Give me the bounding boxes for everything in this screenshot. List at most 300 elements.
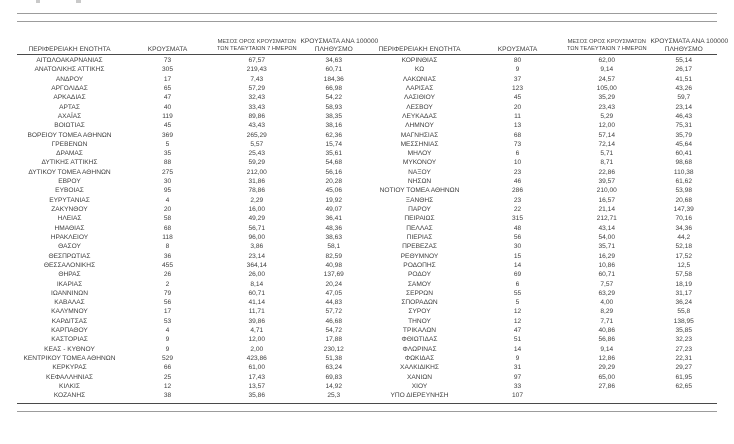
avg7-cell: 9,14 xyxy=(600,66,614,74)
col-header-cases: ΚΡΟΥΣΜΑΤΑ xyxy=(497,45,538,53)
table-row xyxy=(367,252,717,261)
region-name-cell: ΑΝΑΤΟΛΙΚΗΣ ΑΤΤΙΚΗΣ xyxy=(34,66,105,74)
avg7-cell: 35,86 xyxy=(248,392,265,400)
cases-cell: 80 xyxy=(513,57,522,64)
region-name-cell: ΜΗΛΟΥ xyxy=(407,150,432,158)
region-name-cell: ΦΘΙΩΤΙΔΑΣ xyxy=(401,336,438,344)
cases-cell: 286 xyxy=(511,187,523,195)
per100k-cell: 35,85 xyxy=(675,327,692,335)
avg7-cell: 5,71 xyxy=(600,150,614,158)
region-name-cell: ΧΑΝΙΩΝ xyxy=(406,373,433,381)
per100k-cell: 54,72 xyxy=(325,327,342,335)
table-row xyxy=(17,140,367,149)
per100k-cell: 34,36 xyxy=(675,224,692,232)
table-row xyxy=(17,317,367,326)
table-row xyxy=(17,307,367,316)
avg7-cell: 59,29 xyxy=(248,159,265,167)
per100k-cell: 230,12 xyxy=(323,345,344,353)
cases-cell: 22 xyxy=(513,206,522,213)
avg7-cell: 62,00 xyxy=(598,57,615,64)
cases-cell: 9 xyxy=(165,336,170,344)
per100k-cell: 19,92 xyxy=(325,196,342,204)
cases-cell: 68 xyxy=(163,224,172,232)
regional-table-right xyxy=(367,30,729,401)
region-name-cell: ΛΑΡΙΣΑΣ xyxy=(405,84,434,92)
cases-cell: 315 xyxy=(511,215,523,223)
region-name-cell: ΜΥΚΟΝΟΥ xyxy=(402,159,437,167)
cases-cell: 51 xyxy=(513,336,522,344)
table-row xyxy=(17,121,367,130)
cases-cell: 66 xyxy=(163,364,172,372)
col-header-avg7-line2: ΤΩΝ ΤΕΛΕΥΤΑΙΩΝ 7 ΗΜΕΡΩΝ xyxy=(216,46,297,53)
per100k-cell: 58,1 xyxy=(327,243,341,251)
avg7-cell: 39,86 xyxy=(248,317,265,325)
avg7-cell: 7,43 xyxy=(250,75,264,83)
avg7-cell: 23,14 xyxy=(248,252,265,260)
per100k-cell: 38,63 xyxy=(325,233,342,241)
cases-cell: 30 xyxy=(163,178,172,186)
per100k-cell: 45,64 xyxy=(675,140,692,148)
avg7-cell: 49,29 xyxy=(248,215,265,223)
region-name-cell: ΚΑΒΑΛΑΣ xyxy=(54,299,85,307)
region-name-cell: ΚΑΡΠΑΘΟΥ xyxy=(51,327,88,335)
avg7-cell: 43,43 xyxy=(248,122,265,130)
region-name-cell: ΘΗΡΑΣ xyxy=(58,271,81,279)
table-row xyxy=(17,233,367,242)
avg7-cell: 33,43 xyxy=(248,103,265,111)
avg7-cell: 43,14 xyxy=(598,224,615,232)
table-row xyxy=(17,354,367,363)
cases-cell: 6 xyxy=(515,280,520,288)
per100k-cell: 53,98 xyxy=(675,187,692,195)
region-name-cell: ΓΡΕΒΕΝΩΝ xyxy=(51,140,88,148)
table-row xyxy=(17,345,367,354)
per100k-cell: 58,93 xyxy=(325,103,342,111)
per100k-cell: 138,95 xyxy=(673,317,694,325)
table-row xyxy=(367,158,717,167)
per100k-cell: 54,22 xyxy=(325,94,342,102)
avg7-cell: 32,43 xyxy=(248,94,265,102)
table-row xyxy=(367,121,717,130)
col-header-region: ΠΕΡΙΦΕΡΕΙΑΚΗ ΕΝΟΤΗΤΑ xyxy=(28,45,111,53)
table-row xyxy=(17,84,367,93)
table-row xyxy=(367,363,717,372)
avg7-cell: 67,57 xyxy=(248,57,265,64)
per100k-cell: 56,16 xyxy=(325,168,342,176)
region-name-cell: ΛΑΚΩΝΙΑΣ xyxy=(402,75,437,83)
cases-cell: 73 xyxy=(513,140,522,148)
table-row xyxy=(367,382,717,391)
cases-cell: 12 xyxy=(163,382,172,390)
col-header-per100k xyxy=(300,30,379,56)
table-row xyxy=(17,298,367,307)
region-name-cell: ΛΕΥΚΑΔΑΣ xyxy=(402,112,437,120)
col-header-avg7-line1: ΜΕΣΟΣ ΟΡΟΣ ΚΡΟΥΣΜΑΤΩΝ xyxy=(567,38,646,45)
col-header-per100k-line1: ΚΡΟΥΣΜΑΤΑ ΑΝΑ 100000 xyxy=(650,38,729,46)
per100k-cell: 17,88 xyxy=(325,336,342,344)
header-underline xyxy=(17,54,717,55)
region-name-cell: ΘΕΣΣΑΛΟΝΙΚΗΣ xyxy=(43,261,96,269)
per100k-cell: 35,79 xyxy=(675,131,692,139)
region-name-cell: ΕΒΡΟΥ xyxy=(58,178,81,186)
cases-cell: 37 xyxy=(513,75,522,83)
table-row xyxy=(367,214,717,223)
region-name-cell: ΕΥΡΥΤΑΝΙΑΣ xyxy=(49,196,90,204)
cases-cell: 45 xyxy=(513,94,522,102)
region-name-cell: ΦΩΚΙΔΑΣ xyxy=(404,355,435,362)
avg7-cell: 22,86 xyxy=(598,168,615,176)
col-header-per100k-line1: ΚΡΟΥΣΜΑΤΑ ΑΝΑ 100000 xyxy=(300,38,379,46)
region-name-cell: ΒΟΙΩΤΙΑΣ xyxy=(54,122,85,130)
avg7-cell: 105,00 xyxy=(596,84,617,92)
table-row xyxy=(17,261,367,270)
table-row xyxy=(17,224,367,233)
table-row xyxy=(17,65,367,74)
avg7-cell: 3,86 xyxy=(250,243,264,251)
region-name-cell: ΜΕΣΣΗΝΙΑΣ xyxy=(400,140,439,148)
table-row xyxy=(17,363,367,372)
per100k-cell: 52,18 xyxy=(675,243,692,251)
avg7-cell: 23,43 xyxy=(598,103,615,111)
per100k-cell: 69,83 xyxy=(325,373,342,381)
table-row xyxy=(367,112,717,121)
region-name-cell: ΣΑΜΟΥ xyxy=(407,280,432,288)
cases-cell: 119 xyxy=(162,112,173,120)
avg7-cell: 54,00 xyxy=(598,233,615,241)
avg7-cell: 364,14 xyxy=(246,261,267,269)
cases-cell: 10 xyxy=(513,159,522,167)
avg7-cell: 60,71 xyxy=(598,271,615,279)
region-name-cell: ΛΗΜΝΟΥ xyxy=(405,122,434,130)
per100k-cell: 55,14 xyxy=(675,57,692,64)
table-row xyxy=(367,75,717,84)
cases-cell: 33 xyxy=(513,382,522,390)
avg7-cell: 12,86 xyxy=(598,355,615,362)
cases-cell: 9 xyxy=(515,355,520,362)
table-row xyxy=(367,317,717,326)
cases-cell: 79 xyxy=(163,289,172,297)
per100k-cell: 20,24 xyxy=(325,280,342,288)
table-row xyxy=(367,373,717,382)
table-row xyxy=(367,196,717,205)
region-name-cell: ΤΡΙΚΑΛΩΝ xyxy=(402,327,437,335)
cropped-text-remnant xyxy=(36,0,40,3)
per100k-cell: 12,5 xyxy=(677,261,691,269)
cases-cell: 17 xyxy=(163,75,172,83)
avg7-cell: 12,00 xyxy=(598,122,615,130)
table-row xyxy=(367,131,717,140)
cases-cell: 73 xyxy=(163,57,172,64)
cases-cell: 11 xyxy=(514,112,521,120)
avg7-cell: 8,29 xyxy=(600,308,614,316)
avg7-cell: 16,00 xyxy=(248,206,265,213)
table-row xyxy=(17,205,367,214)
table-row xyxy=(367,289,717,298)
cases-cell: 13 xyxy=(513,122,522,130)
cases-cell: 275 xyxy=(161,168,173,176)
avg7-cell: 4,00 xyxy=(600,299,614,307)
region-name-cell: ΛΕΣΒΟΥ xyxy=(406,103,433,111)
col-header-avg7 xyxy=(213,30,301,56)
table-row xyxy=(367,354,717,363)
table-row xyxy=(17,75,367,84)
cases-cell: 56 xyxy=(163,299,172,307)
avg7-cell: 5,57 xyxy=(250,140,264,148)
per100k-cell: 40,98 xyxy=(325,261,342,269)
avg7-cell: 24,57 xyxy=(598,75,615,83)
per100k-cell: 82,59 xyxy=(325,252,342,260)
avg7-cell: 41,14 xyxy=(248,299,265,307)
table-row xyxy=(17,289,367,298)
table-row xyxy=(17,131,367,140)
region-name-cell: ΡΟΔΟΥ xyxy=(408,271,431,279)
per100k-cell: 45,06 xyxy=(325,187,342,195)
cases-cell: 25 xyxy=(163,373,172,381)
region-name-cell: ΑΝΔΡΟΥ xyxy=(55,75,84,83)
avg7-cell: 219,43 xyxy=(246,66,267,74)
table-row xyxy=(17,158,367,167)
per100k-cell: 47,05 xyxy=(325,289,342,297)
per100k-cell: 14,92 xyxy=(325,382,342,390)
cases-cell: 9 xyxy=(515,66,520,74)
regional-table-left xyxy=(17,30,379,401)
avg7-cell: 12,00 xyxy=(248,336,265,344)
header-row xyxy=(17,30,367,56)
table-row xyxy=(17,177,367,186)
cases-cell: 12 xyxy=(513,317,522,325)
region-name-cell: ΚΟΡΙΝΘΙΑΣ xyxy=(401,57,438,64)
table-row xyxy=(17,326,367,335)
cases-cell: 23 xyxy=(513,168,522,176)
per100k-cell: 57,58 xyxy=(675,271,692,279)
cases-cell: 123 xyxy=(511,84,523,92)
cases-cell: 40 xyxy=(163,103,172,111)
per100k-cell: 49,07 xyxy=(325,206,342,213)
per100k-cell: 36,24 xyxy=(675,299,692,307)
region-name-cell: ΡΟΔΟΠΗΣ xyxy=(403,261,436,269)
avg7-cell: 17,43 xyxy=(248,373,265,381)
table-row xyxy=(367,168,717,177)
cases-cell: 4 xyxy=(165,327,170,335)
region-name-cell: ΙΚΑΡΙΑΣ xyxy=(56,280,83,288)
per100k-cell: 22,31 xyxy=(675,355,692,362)
avg7-cell: 39,57 xyxy=(598,178,615,186)
per100k-cell: 17,52 xyxy=(675,252,692,260)
avg7-cell: 11,71 xyxy=(248,308,265,316)
region-name-cell: ΘΑΣΟΥ xyxy=(58,243,81,251)
avg7-cell xyxy=(563,391,651,400)
table-row xyxy=(367,84,717,93)
cases-cell: 47 xyxy=(163,94,172,102)
cases-cell: 58 xyxy=(163,215,172,223)
cases-cell: 38 xyxy=(163,392,172,400)
region-name-cell: ΔΡΑΜΑΣ xyxy=(56,150,83,158)
region-name-cell: ΧΑΛΚΙΔΙΚΗΣ xyxy=(400,364,439,372)
per100k-cell: 60,71 xyxy=(325,66,342,74)
table-row xyxy=(17,168,367,177)
region-name-cell: ΝΟΤΙΟΥ ΤΟΜΕΑ ΑΘΗΝΩΝ xyxy=(379,187,460,195)
region-name-cell: ΠΡΕΒΕΖΑΣ xyxy=(402,243,437,251)
per100k-cell: 110,38 xyxy=(673,168,694,176)
region-name-cell: ΣΕΡΡΩΝ xyxy=(406,289,433,297)
table-row xyxy=(17,335,367,344)
avg7-cell: 57,29 xyxy=(248,84,265,92)
region-name-cell: ΚΑΛΥΜΝΟΥ xyxy=(51,308,88,316)
region-name-cell: ΡΕΘΥΜΝΟΥ xyxy=(400,252,439,260)
avg7-cell: 60,71 xyxy=(248,289,265,297)
col-header-cases: ΚΡΟΥΣΜΑΤΑ xyxy=(147,45,188,53)
avg7-cell: 7,71 xyxy=(600,317,614,325)
table-row xyxy=(367,261,717,270)
region-name-cell: ΚΩ xyxy=(414,66,425,74)
table-row xyxy=(367,177,717,186)
table-row xyxy=(367,335,717,344)
region-name-cell: ΚΟΖΑΝΗΣ xyxy=(53,392,86,400)
cases-cell: 5 xyxy=(165,140,170,148)
cases-cell: 14 xyxy=(513,345,522,353)
per100k-cell: 61,62 xyxy=(675,178,692,186)
table-row xyxy=(17,391,367,400)
table-row xyxy=(17,373,367,382)
avg7-cell: 13,57 xyxy=(248,382,265,390)
table-row xyxy=(17,252,367,261)
cases-cell: 26 xyxy=(163,271,172,279)
avg7-cell: 72,14 xyxy=(598,140,615,148)
cases-cell: 23 xyxy=(513,196,522,204)
table-row xyxy=(17,149,367,158)
cases-cell: 5 xyxy=(515,299,520,307)
per100k-cell: 36,41 xyxy=(325,215,342,223)
region-name-cell: ΤΗΝΟΥ xyxy=(408,317,431,325)
cases-cell: 14 xyxy=(513,261,522,269)
per100k-cell: 98,68 xyxy=(675,159,692,167)
region-name-cell: ΙΩΑΝΝΙΝΩΝ xyxy=(51,289,88,297)
region-name-cell: ΚΑΡΔΙΤΣΑΣ xyxy=(51,317,88,325)
table-row xyxy=(367,326,717,335)
per100k-cell xyxy=(651,391,718,400)
table-row xyxy=(367,233,717,242)
cases-cell: 107 xyxy=(511,392,523,400)
cases-cell: 35 xyxy=(163,150,172,158)
cases-cell: 65 xyxy=(163,84,172,92)
table-row xyxy=(17,382,367,391)
per100k-cell: 63,24 xyxy=(325,364,342,372)
per100k-cell: 34,63 xyxy=(325,57,342,64)
cases-cell: 53 xyxy=(163,317,172,325)
top-divider-upper xyxy=(17,13,717,14)
per100k-cell: 29,27 xyxy=(675,364,692,372)
col-header-per100k xyxy=(650,30,729,56)
table-row xyxy=(367,149,717,158)
per100k-cell: 32,23 xyxy=(675,336,692,344)
avg7-cell: 25,43 xyxy=(248,150,265,158)
avg7-cell: 35,29 xyxy=(598,94,615,102)
avg7-cell: 21,14 xyxy=(598,206,615,213)
cases-cell: 9 xyxy=(165,345,170,353)
region-name-cell: ΠΑΡΟΥ xyxy=(408,206,431,213)
avg7-cell: 56,86 xyxy=(598,336,615,344)
region-name-cell: ΑΡΚΑΔΙΑΣ xyxy=(53,94,86,102)
per100k-cell: 27,23 xyxy=(675,345,692,353)
region-name-cell: ΗΡΑΚΛΕΙΟΥ xyxy=(50,233,89,241)
col-header-per100k-line2: ΠΛΗΘΥΣΜΟ xyxy=(314,45,353,53)
region-name-cell: ΚΑΣΤΟΡΙΑΣ xyxy=(51,336,88,344)
region-name-cell: ΠΕΙΡΑΙΩΣ xyxy=(404,215,435,223)
cases-cell: 30 xyxy=(513,243,522,251)
col-header-avg7-line1: ΜΕΣΟΣ ΟΡΟΣ ΚΡΟΥΣΜΑΤΩΝ xyxy=(217,38,296,45)
avg7-cell: 265,29 xyxy=(246,131,267,139)
cases-cell: 20 xyxy=(513,103,522,111)
per100k-cell: 20,68 xyxy=(675,196,692,204)
table-row xyxy=(17,196,367,205)
avg7-cell: 4,71 xyxy=(250,327,264,335)
region-name-cell: ΒΟΡΕΙΟΥ ΤΟΜΕΑ ΑΘΗΝΩΝ xyxy=(27,131,112,139)
per100k-cell: 43,26 xyxy=(675,84,692,92)
avg7-cell: 16,57 xyxy=(598,196,615,204)
table-row xyxy=(367,270,717,279)
top-divider-lower xyxy=(17,21,717,22)
per100k-cell: 59,7 xyxy=(677,94,691,102)
avg7-cell: 65,00 xyxy=(598,373,615,381)
cropped-text-remnant xyxy=(76,0,81,3)
table-row xyxy=(367,298,717,307)
per100k-cell: 15,74 xyxy=(325,140,342,148)
region-name-cell: ΠΙΕΡΙΑΣ xyxy=(406,233,433,241)
bottom-divider-lower xyxy=(17,411,717,412)
per100k-cell: 147,39 xyxy=(673,206,694,213)
avg7-cell: 78,86 xyxy=(248,187,265,195)
avg7-cell: 57,14 xyxy=(598,131,615,139)
table-row xyxy=(17,56,367,65)
table-row xyxy=(17,93,367,102)
per100k-cell: 23,14 xyxy=(675,103,692,111)
per100k-cell: 41,51 xyxy=(675,75,692,83)
region-name-cell: ΝΑΞΟΥ xyxy=(408,168,431,176)
table-row xyxy=(17,112,367,121)
per100k-cell: 75,31 xyxy=(675,122,692,130)
avg7-cell: 5,29 xyxy=(600,112,614,120)
per100k-cell: 184,36 xyxy=(323,75,344,83)
avg7-cell: 16,29 xyxy=(598,252,615,260)
per100k-cell: 35,61 xyxy=(325,150,342,158)
table-row xyxy=(367,345,717,354)
cases-cell: 56 xyxy=(513,233,522,241)
region-name-cell: ΔΥΤΙΚΟΥ ΤΟΜΕΑ ΑΘΗΝΩΝ xyxy=(28,168,111,176)
avg7-cell: 2,29 xyxy=(250,196,264,204)
region-name-cell: ΛΑΣΙΘΙΟΥ xyxy=(404,94,435,102)
per100k-cell: 51,38 xyxy=(325,355,342,362)
per100k-cell: 62,36 xyxy=(325,131,342,139)
avg7-cell: 210,00 xyxy=(596,187,617,195)
table-row xyxy=(367,391,717,400)
table-row xyxy=(17,280,367,289)
avg7-cell: 40,86 xyxy=(598,327,615,335)
avg7-cell: 2,00 xyxy=(250,345,264,353)
region-name-cell: ΣΥΡΟΥ xyxy=(408,308,431,316)
per100k-cell: 54,68 xyxy=(325,159,342,167)
per100k-cell: 62,65 xyxy=(675,382,692,390)
avg7-cell: 29,29 xyxy=(598,364,615,372)
region-name-cell: ΘΕΣΠΡΩΤΙΑΣ xyxy=(48,252,91,260)
table-row xyxy=(367,224,717,233)
per100k-cell: 31,17 xyxy=(675,289,692,297)
col-header-per100k-line2: ΠΛΗΘΥΣΜΟ xyxy=(664,45,703,53)
cases-cell: 48 xyxy=(513,224,522,232)
region-name-cell: ΕΥΒΟΙΑΣ xyxy=(55,187,84,195)
region-name-cell: ΣΠΟΡΑΔΩΝ xyxy=(401,299,438,307)
region-name-cell: ΚΕΡΚΥΡΑΣ xyxy=(52,364,87,372)
region-name-cell: ΑΙΤΩΛΟΑΚΑΡΝΑΝΙΑΣ xyxy=(36,57,103,64)
